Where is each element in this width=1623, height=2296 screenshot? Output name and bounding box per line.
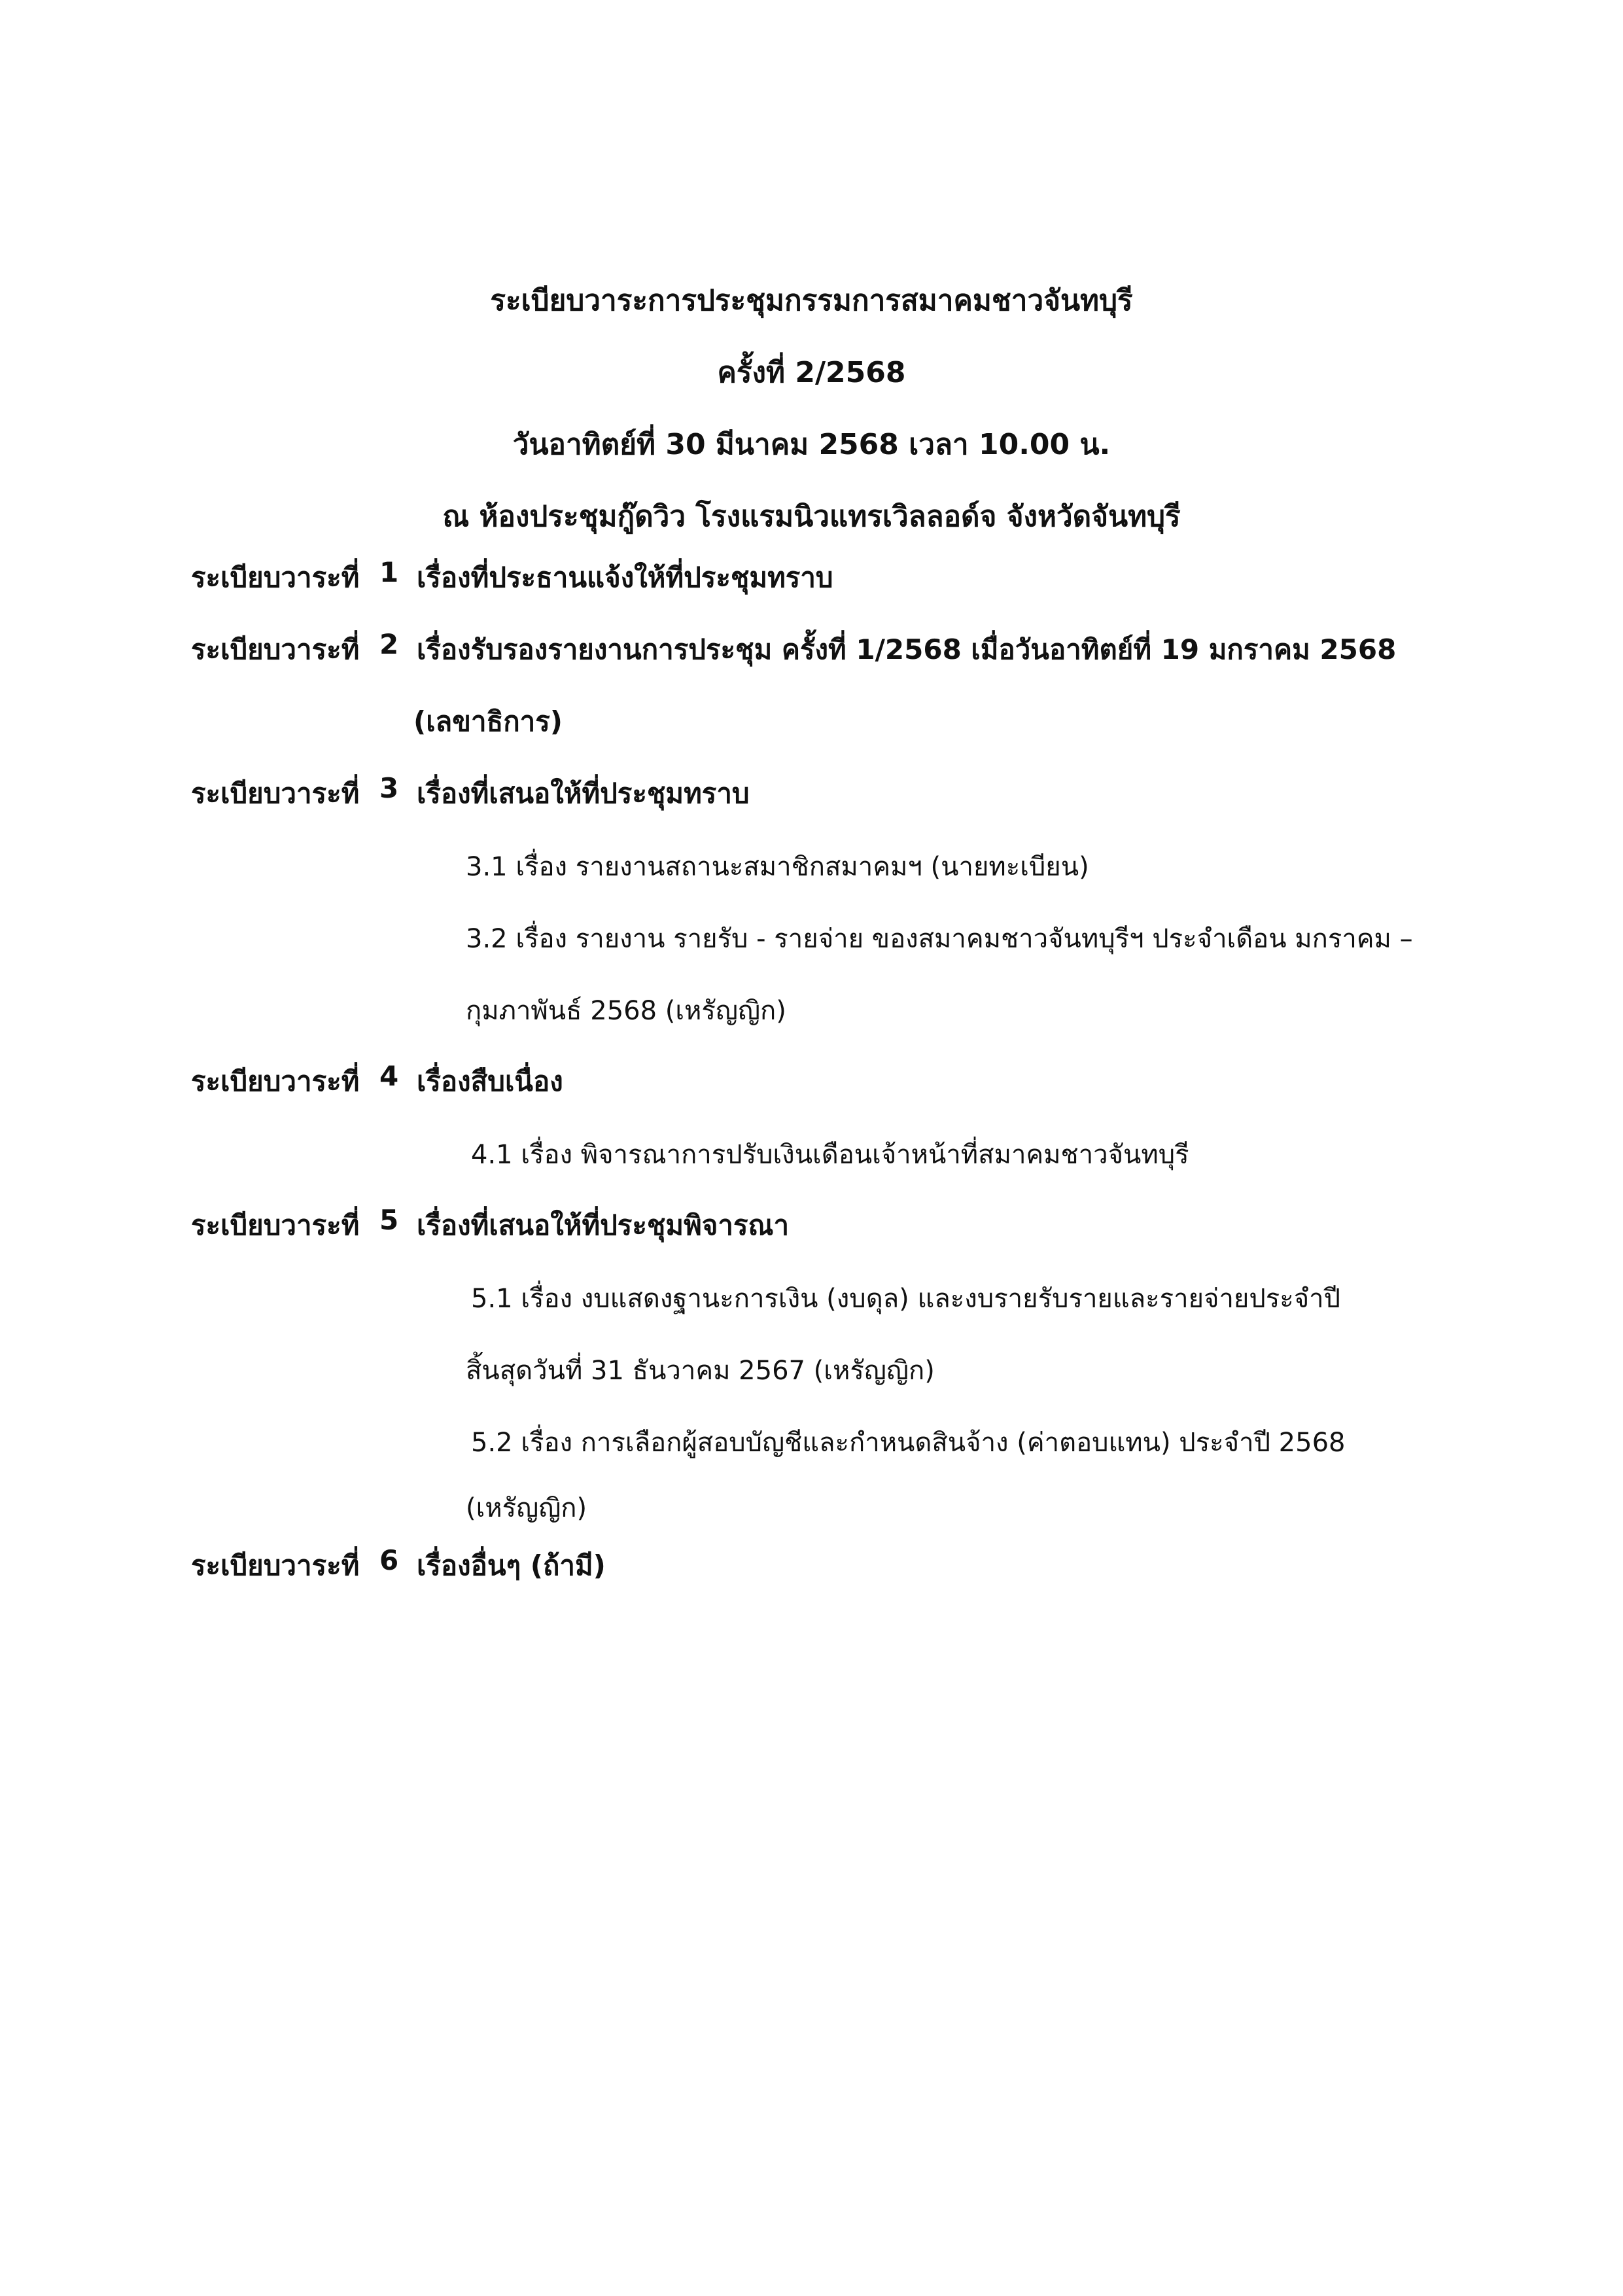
subitem-text: 4.1 เรื่อง พิจารณาการปรับเงินเดือนเจ้าหน้าที่สมาคมชาวจันทบุรี: [471, 1140, 1189, 1170]
agenda-item-2-continuation: [191, 687, 1486, 759]
subitem-text: กุมภาพันธ์ 2568 (เหรัญญิก): [466, 996, 786, 1026]
agenda-subitem-4-1: [191, 1119, 1486, 1191]
agenda-item-label: ระเบียบวาระที่: [191, 561, 360, 593]
agenda-item-4: [191, 1047, 1486, 1119]
agenda-item-6: [191, 1531, 1486, 1603]
agenda-header: [0, 265, 1623, 553]
subitem-text: 5.1 เรื่อง งบแสดงฐานะการเงิน (งบดุล) และงบรายรับรายและรายจ่ายประจำปี: [471, 1284, 1340, 1314]
agenda-item-number: 5: [379, 1204, 399, 1236]
agenda-item-number: 4: [379, 1060, 399, 1092]
subitem-text: 5.2 เรื่อง การเลือกผู้สอบบัญชีและกำหนดสินจ้าง (ค่าตอบแทน) ประจำปี 2568: [471, 1428, 1346, 1458]
presenter-note: (เลขาธิการ): [413, 705, 563, 737]
agenda-item-number: 2: [379, 628, 399, 660]
agenda-item-label: ระเบียบวาระที่: [191, 1065, 360, 1097]
agenda-item-number: 6: [379, 1544, 399, 1576]
agenda-item-subject: เรื่องที่ประธานแจ้งให้ที่ประชุมทราบ: [417, 561, 833, 593]
subitem-text: สิ้นสุดวันที่ 31 ธันวาคม 2567 (เหรัญญิก): [466, 1356, 935, 1386]
agenda-item-subject: เรื่องสืบเนื่อง: [417, 1065, 563, 1097]
agenda-item-3: [191, 759, 1486, 831]
agenda-subitem-3-2: [191, 903, 1486, 975]
agenda-item-number: 1: [379, 556, 399, 588]
agenda-subitem-5-1-cont: [191, 1335, 1486, 1407]
agenda-item-subject: เรื่องรับรองรายงานการประชุม ครั้งที่ 1/2568 เมื่อวันอาทิตย์ที่ 19 มกราคม 2568: [417, 633, 1397, 665]
agenda-item-label: ระเบียบวาระที่: [191, 777, 360, 809]
agenda-item-2: [191, 615, 1486, 687]
meeting-title: ระเบียบวาระการประชุมกรรมการสมาคมชาวจันทบุรี: [490, 284, 1133, 317]
meeting-session: ครั้งที่ 2/2568: [717, 356, 906, 389]
subitem-text: (เหรัญญิก): [466, 1493, 587, 1523]
agenda-item-subject: เรื่องที่เสนอให้ที่ประชุมทราบ: [417, 777, 750, 809]
meeting-date-time: วันอาทิตย์ที่ 30 มีนาคม 2568 เวลา 10.00 น.: [512, 428, 1111, 461]
agenda-item-subject: เรื่องที่เสนอให้ที่ประชุมพิจารณา: [417, 1209, 790, 1241]
agenda-item-number: 3: [379, 772, 399, 804]
agenda-item-subject: เรื่องอื่นๆ (ถ้ามี): [417, 1549, 606, 1581]
agenda-item-5: [191, 1191, 1486, 1263]
agenda-item-label: ระเบียบวาระที่: [191, 633, 360, 665]
agenda-subitem-5-2-cont: [191, 1472, 1486, 1531]
meeting-venue: ณ ห้องประชุมกู๊ดวิว โรงแรมนิวแทรเวิลลอด์จ จังหวัดจันทบุรี: [442, 500, 1181, 533]
subitem-text: 3.1 เรื่อง รายงานสถานะสมาชิกสมาคมฯ (นายทะเบียน): [466, 852, 1089, 882]
agenda-subitem-3-2-cont: [191, 975, 1486, 1047]
agenda-item-1: [191, 543, 1486, 615]
agenda-item-label: ระเบียบวาระที่: [191, 1549, 360, 1581]
agenda-subitem-3-1: [191, 831, 1486, 903]
subitem-text: 3.2 เรื่อง รายงาน รายรับ - รายจ่าย ของสมาคมชาวจันทบุรีฯ ประจำเดือน มกราคม –: [466, 924, 1413, 954]
agenda-item-label: ระเบียบวาระที่: [191, 1209, 360, 1241]
agenda-list: [191, 543, 1486, 1603]
agenda-subitem-5-2: [191, 1407, 1486, 1472]
agenda-subitem-5-1: [191, 1263, 1486, 1335]
